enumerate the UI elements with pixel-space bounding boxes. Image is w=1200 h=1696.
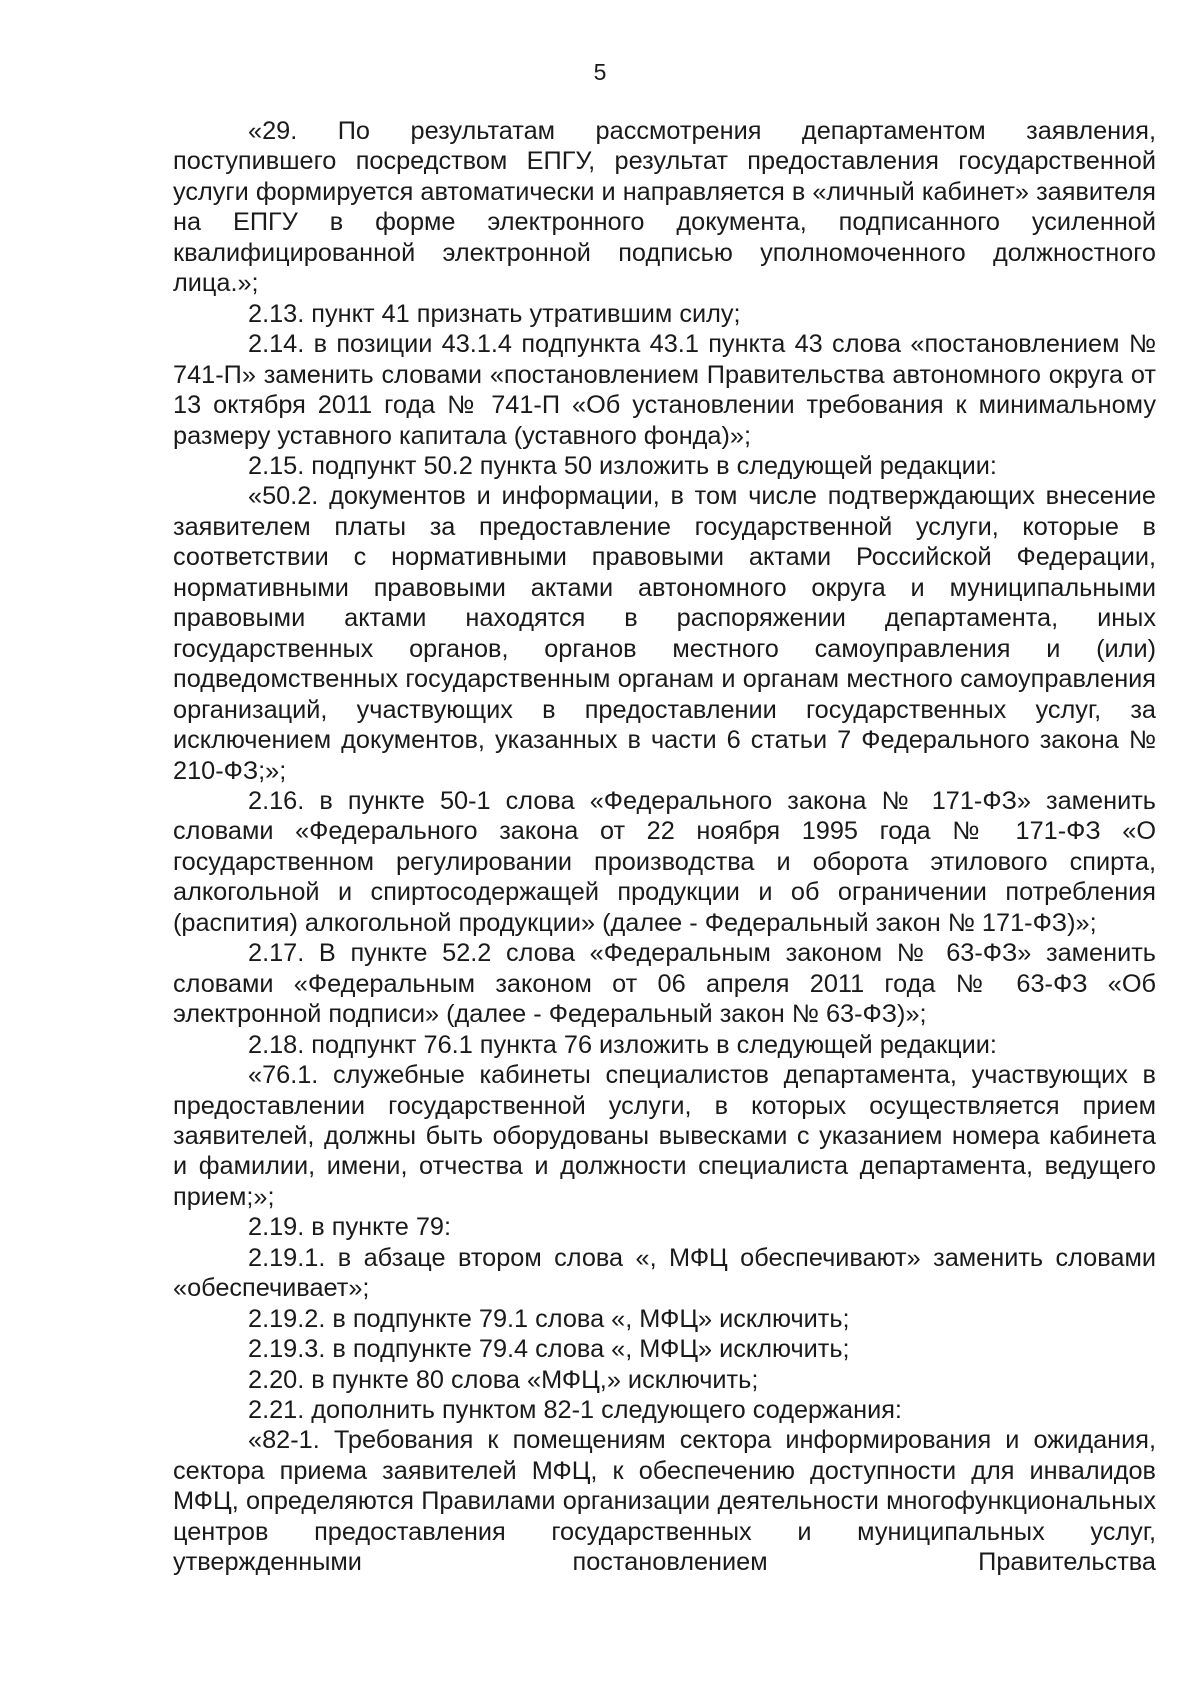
paragraph-2-19-3: 2.19.3. в подпункте 79.4 слова «, МФЦ» исключить; (248, 1335, 850, 1364)
paragraph-82-1-quote: «82-1. Требования к помещениям сектора информирования и ожидания, сектора приема заявителей МФЦ, к обеспечению доступности для инвалидов МФЦ, определяются Правилами организации деятельности многофункциональных центров предоставления государственных и муниципальных услуг, утвержденными постановлением Правительства (173, 1426, 1156, 1577)
paragraph-2-20: 2.20. в пункте 80 слова «МФЦ,» исключить; (248, 1365, 759, 1394)
paragraph-2-19-2: 2.19.2. в подпункте 79.1 слова «, МФЦ» исключить; (248, 1304, 850, 1333)
paragraph-29-quote: «29. По результатам рассмотрения департаментом заявления, поступившего посредством ЕПГУ, результат предоставления государственной услуги формируется автоматически и направляется в «личный кабинет» заявителя на ЕПГУ в форме электронного документа, подписанного усиленной квалифицированной электронной подписью уполномоченного должностного лица.»; (173, 117, 1156, 298)
paragraph-2-18: 2.18. подпункт 76.1 пункта 76 изложить в следующей редакции: (248, 1030, 997, 1059)
paragraph-2-16: 2.16. в пункте 50-1 слова «Федерального закона № 171-ФЗ» заменить словами «Федерального закона от 22 ноября 1995 года № 171-ФЗ «О государственном регулировании производства и оборота этилового спирта, алкогольной и спиртосодержащей продукции и об ограничении потребления (распития) алкогольной продукции» (далее - Федеральный закон № 171-ФЗ)»; (173, 786, 1156, 937)
paragraph-2-21: 2.21. дополнить пунктом 82-1 следующего содержания: (248, 1396, 902, 1425)
document-body (173, 116, 1156, 1578)
paragraph-2-19-1: 2.19.1. в абзаце втором слова «, МФЦ обеспечивают» заменить словами «обеспечивает»; (173, 1243, 1156, 1303)
paragraph-2-17: 2.17. В пункте 52.2 слова «Федеральным законом № 63-ФЗ» заменить словами «Федеральным законом от 06 апреля 2011 года № 63-ФЗ «Об электронной подписи» (далее - Федеральный закон № 63-ФЗ)»; (173, 939, 1156, 1029)
paragraph-76-1-quote: «76.1. служебные кабинеты специалистов департамента, участвующих в предоставлении государственной услуги, в которых осуществляется прием заявителей, должны быть оборудованы вывесками с указанием номера кабинета и фамилии, имени, отчества и должности специалиста департамента, ведущего прием;»; (173, 1061, 1156, 1211)
paragraph-2-15: 2.15. подпункт 50.2 пункта 50 изложить в следующей редакции: (248, 451, 997, 480)
page-number: 5 (593, 59, 607, 85)
paragraph-2-14: 2.14. в позиции 43.1.4 подпункта 43.1 пункта 43 слова «постановлением № 741-П» заменить словами «постановлением Правительства автономного округа от 13 октября 2011 года № 741-П «Об установлении требования к минимальному размеру уставного капитала (уставного фонда)»; (173, 330, 1156, 450)
paragraph-50-2-quote: «50.2. документов и информации, в том числе подтверждающих внесение заявителем платы за предоставление государственной услуги, которые в соответствии с нормативными правовыми актами Российской Федерации, нормативными правовыми актами автономного округа и муниципальными правовыми актами находятся в распоряжении департамента, иных государственных органов, органов местного самоуправления и (или) подведомственных государственным органам и органам местного самоуправления организаций, участвующих в предоставлении государственных услуг, за исключением документов, указанных в части 6 статьи 7 Федерального закона № 210-ФЗ;»; (173, 482, 1156, 785)
paragraph-2-13: 2.13. пункт 41 признать утратившим силу; (248, 299, 741, 328)
paragraph-2-19: 2.19. в пункте 79: (248, 1213, 451, 1242)
